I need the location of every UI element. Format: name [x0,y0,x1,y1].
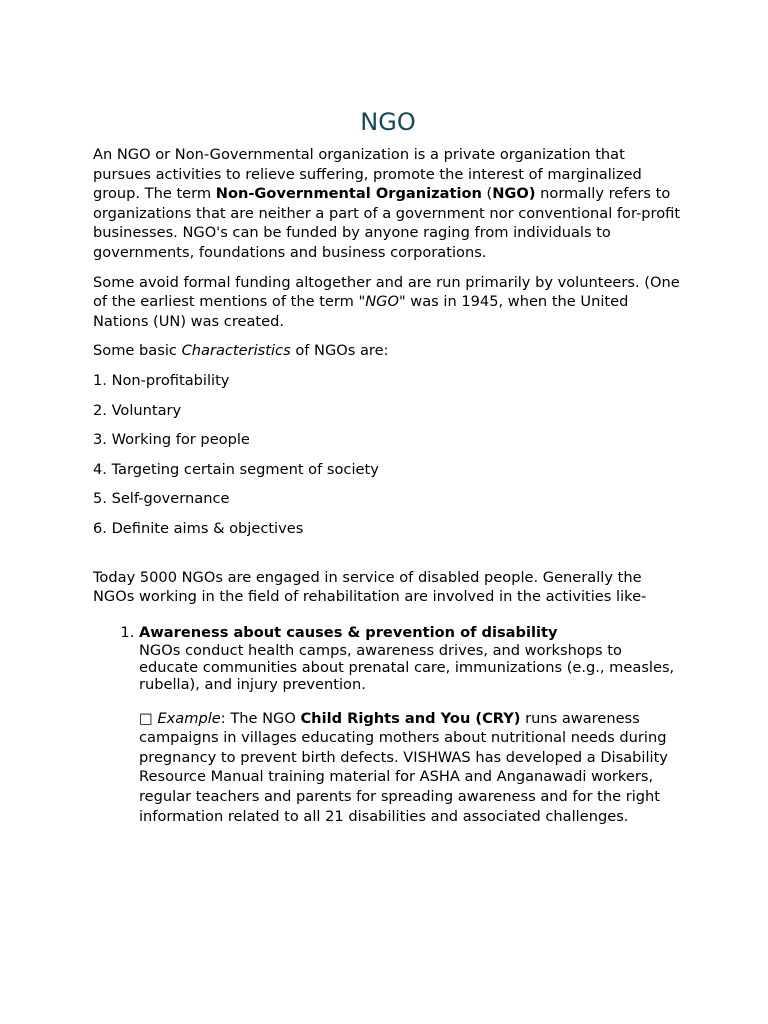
example-box-icon: □ [139,709,153,727]
intro-bold-term: Non-Governmental Organization [215,185,482,203]
spacer [93,549,683,568]
example-label: Example [157,709,221,727]
service-paragraph: Today 5000 NGOs are engaged in service of disabled people. Generally the NGOs working in the field of rehabilitation are involved in the activities like- [93,568,647,606]
characteristic-item: 1. Non-profitability [93,371,230,389]
intro-bold-abbr: NGO) [492,185,536,203]
history-text-1: Some avoid formal funding altogether and are run primarily by volunteers. (One of the earliest mentions of the term " [93,273,680,311]
example-text-2: runs awareness campaigns in villages educating mothers about nutritional needs during pregnancy to prevent birth defects. VISHWAS has developed a Disability Resource Manual training material for ASHA and Anganawadi workers, regular teachers and parents for spreading awareness and for the right information related to all 21 disabilities and associated challenges. [139,709,668,825]
characteristics-text-1: Some basic [93,342,182,360]
activity-heading: 1. Awareness about causes & prevention of disability [139,623,558,641]
intro-text-1: An NGO or Non-Governmental organization is a private organization that pursues activities to relieve suffering, promote the interest of marginalized group. The term [93,146,642,203]
characteristic-item: 6. Definite aims & objectives [93,519,304,537]
history-italic-term: NGO [365,293,399,311]
activity-item [139,623,683,827]
intro-paragraph [93,145,683,263]
document-page [93,106,683,826]
activities-list [93,623,683,827]
intro-text-2: ( [481,185,493,203]
characteristic-item: 4. Targeting certain segment of society [93,460,379,478]
example-text-1: : The NGO [220,709,301,727]
characteristic-item: 3. Working for people [93,431,250,449]
characteristic-item: 2. Voluntary [93,401,182,419]
activity-example [139,709,683,827]
page-title: NGO [360,108,416,136]
characteristic-item: 5. Self-governance [93,490,230,508]
history-text-2: " was in 1945, when the United Nations (UN) was created. [93,293,629,330]
characteristics-italic: Characteristics [181,342,291,360]
characteristics-intro [93,341,683,361]
example-org-name: Child Rights and You (CRY) [300,709,521,727]
activity-description: NGOs conduct health camps, awareness drives, and workshops to educate communities about prenatal care, immunizations (e.g., measles, rubella), and injury prevention. [139,641,675,693]
intro-text-3: normally refers to organizations that are neither a part of a government nor conventional for-profit businesses. NGO's can be funded by anyone raging from individuals to governments, foundations and business corporations. [93,185,681,261]
characteristics-text-2: of NGOs are: [290,342,389,360]
history-paragraph [93,273,683,332]
